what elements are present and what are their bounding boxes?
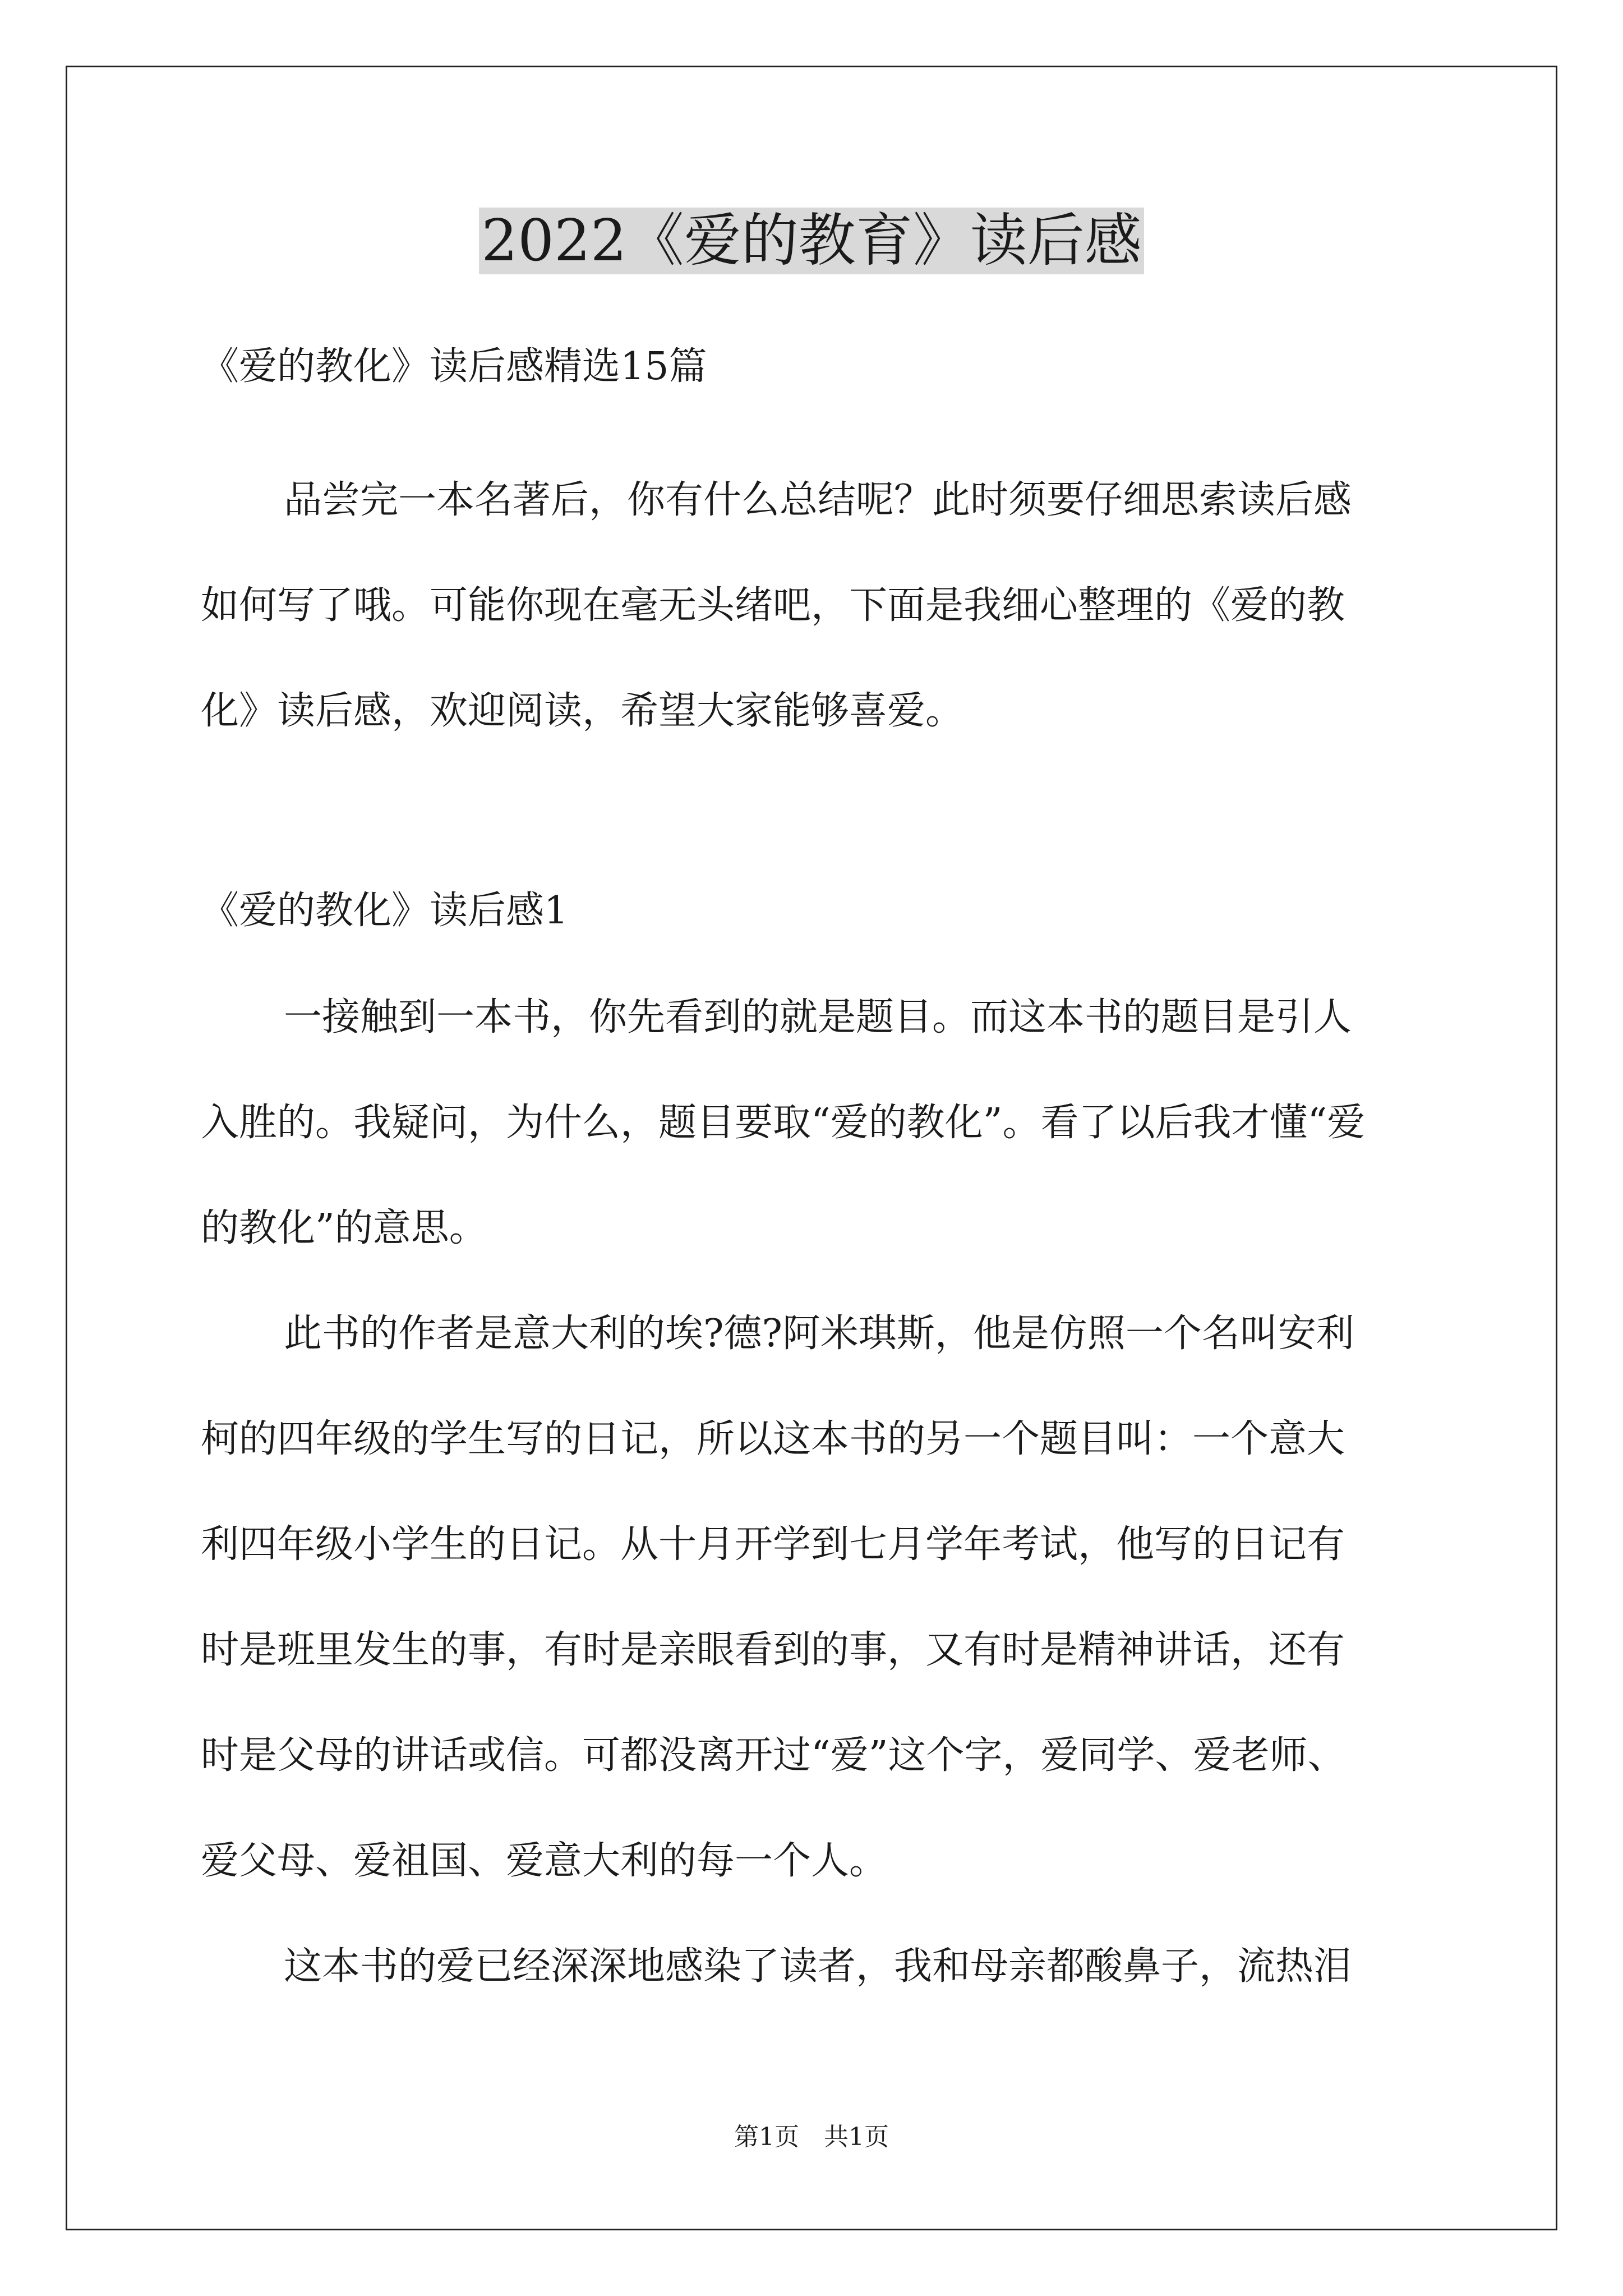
subtitle-text: 《爱的教化》读后感精选15篇 — [201, 344, 707, 389]
intro-line: 化》读后感，欢迎阅读，希望大家能够喜爱。 — [201, 689, 964, 733]
intro-paragraph — [201, 448, 1435, 764]
paragraph-line: 的教化”的意思。 — [201, 1206, 487, 1250]
paragraph-1 — [201, 965, 1435, 1281]
paragraph-2 — [201, 1281, 1435, 1914]
paragraph-line: 利四年级小学生的日记。从十月开学到七月学年考试，他写的日记有 — [201, 1522, 1345, 1567]
paragraph-line: 此书的作者是意大利的埃?德?阿米琪斯，他是仿照一个名叫安利 — [284, 1312, 1354, 1356]
paragraph-line: 入胜的。我疑问，为什么，题目要取“爱的教化”。看了以后我才懂“爱 — [201, 1101, 1366, 1145]
paragraph-line: 时是父母的讲话或信。可都没离开过“爱”这个字，爱同学、爱老师、 — [201, 1733, 1346, 1778]
paragraph-line: 一接触到一本书，你先看到的就是题目。而这本书的题目是引人 — [284, 995, 1352, 1039]
subtitle — [201, 314, 1435, 420]
section-heading — [201, 858, 1435, 964]
document-title — [0, 199, 1623, 283]
document-title-text: 2022《爱的教育》读后感 — [479, 208, 1144, 274]
paragraph-3 — [201, 1914, 1435, 2019]
paragraph-line: 这本书的爱已经深深地感染了读者，我和母亲都酸鼻子，流热泪 — [284, 1944, 1352, 1989]
paragraph-line: 柯的四年级的学生写的日记，所以这本书的另一个题目叫：一个意大 — [201, 1417, 1345, 1461]
intro-line: 品尝完一本名著后，你有什么总结呢？此时须要仔细思索读后感 — [284, 478, 1352, 522]
paragraph-line: 时是班里发生的事，有时是亲眼看到的事，又有时是精神讲话，还有 — [201, 1628, 1345, 1672]
paragraph-line: 爱父母、爱祖国、爱意大利的每一个人。 — [201, 1839, 888, 1883]
page-number: 第1页 共1页 — [734, 2123, 889, 2151]
page-footer — [0, 2120, 1623, 2154]
intro-line: 如何写了哦。可能你现在毫无头绪吧，下面是我细心整理的《爱的教 — [201, 583, 1345, 628]
section-heading-text: 《爱的教化》读后感1 — [201, 889, 569, 933]
